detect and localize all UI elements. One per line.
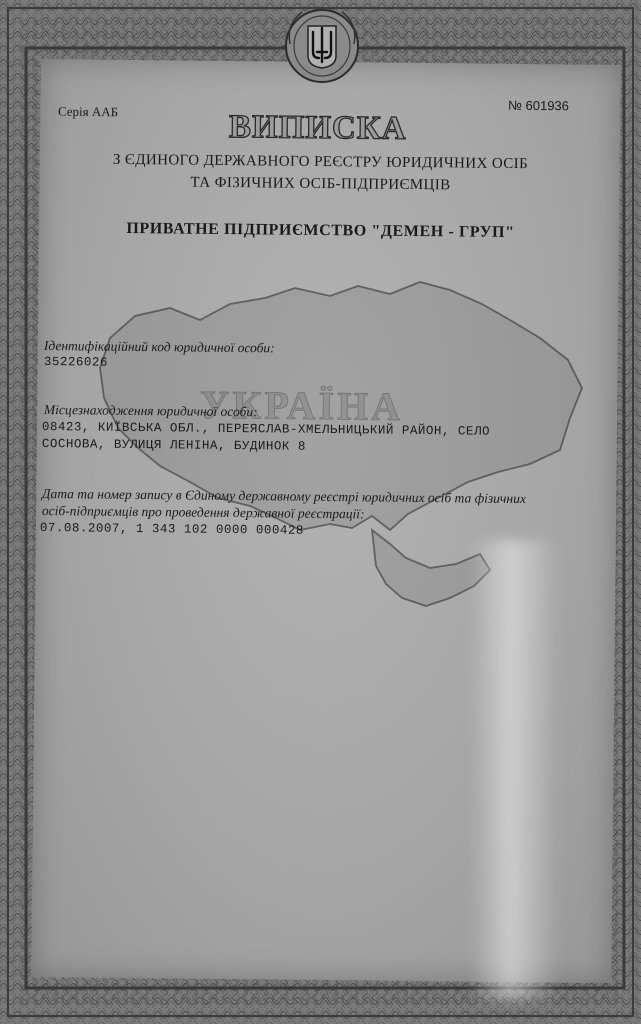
photo-glare <box>470 540 560 1000</box>
id-code-label: Ідентифікаційний код юридичної особи: <box>43 338 275 356</box>
registration-value: 07.08.2007, 1 343 102 0000 000428 <box>39 521 305 538</box>
document-title: ВИПИСКА <box>228 109 407 147</box>
series-label: Серія ААБ <box>57 103 119 120</box>
country-watermark: УКРАЇНА <box>199 381 404 430</box>
registration-label-line-2: осіб-підприємців про проведення державної реєстрації: <box>41 503 365 522</box>
trident-emblem-icon <box>282 4 362 86</box>
entity-name: ПРИВАТНЕ ПІДПРИЄМСТВО "ДЕМЕН - ГРУП" <box>126 219 515 242</box>
id-code-value: 35226026 <box>43 355 109 370</box>
registration-label-line-1: Дата та номер запису в Єдиному державному реєстрі юридичних осіб та фізичних <box>41 486 526 507</box>
subtitle-line-2: ТА ФІЗИЧНИХ ОСІБ-ПІДПРИЄМЦІВ <box>190 174 451 194</box>
location-label: Місцезнаходження юридичної особи: <box>43 402 258 420</box>
location-value-line-2: СОСНОВА, ВУЛИЦЯ ЛЕНІНА, БУДИНОК 8 <box>41 437 307 454</box>
subtitle-line-1: З ЄДИНОГО ДЕРЖАВНОГО РЕЄСТРУ ЮРИДИЧНИХ ОСІБ <box>112 151 529 173</box>
location-value-line-1: 08423, КИЇВСЬКА ОБЛ., ПЕРЕЯСЛАВ-ХМЕЛЬНИЦЬКИЙ РАЙОН, СЕЛО <box>41 420 491 439</box>
document-number: № 601936 <box>507 97 570 114</box>
